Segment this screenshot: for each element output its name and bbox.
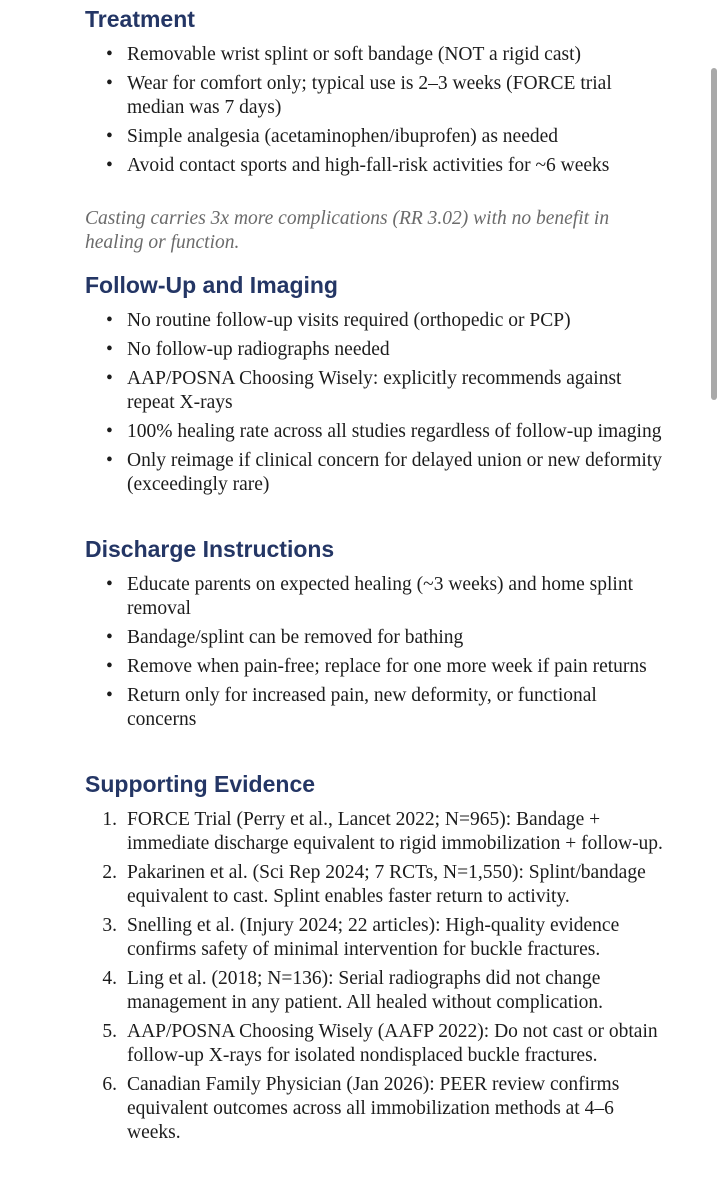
bullet-icon: • [106, 450, 113, 471]
list-item-text: Ling et al. (2018; N=136): Serial radiographs did not change management in any patient. All healed without complication. [127, 968, 603, 1013]
list-number: 4. [102, 968, 117, 989]
list-item [104, 72, 664, 120]
scrollbar-thumb[interactable] [711, 68, 717, 400]
bullet-icon: • [106, 421, 113, 442]
list-item-text: Removable wrist splint or soft bandage (NOT a rigid cast) [127, 44, 581, 65]
evidence-list [104, 808, 664, 1150]
bullet-icon: • [106, 368, 113, 389]
list-item [104, 420, 664, 444]
list-number: 2. [102, 862, 117, 883]
section-heading-discharge: Discharge Instructions [85, 536, 335, 562]
list-item-text: Bandage/splint can be removed for bathing [127, 627, 464, 648]
list-number: 1. [102, 809, 117, 830]
bullet-icon: • [106, 574, 113, 595]
list-item-text: No routine follow-up visits required (orthopedic or PCP) [127, 310, 571, 331]
list-item-text: Simple analgesia (acetaminophen/ibuprofen) as needed [127, 126, 558, 147]
list-item-text: Only reimage if clinical concern for delayed union or new deformity (exceedingly rare) [127, 450, 662, 495]
list-item-text: Pakarinen et al. (Sci Rep 2024; 7 RCTs, N=1,550): Splint/bandage equivalent to cast. Splint enables faster return to activity. [127, 862, 646, 907]
list-number: 3. [102, 915, 117, 936]
list-item [104, 338, 664, 362]
bullet-icon: • [106, 73, 113, 94]
list-item [104, 449, 664, 497]
section-heading-evidence: Supporting Evidence [85, 771, 316, 797]
list-item [104, 367, 664, 415]
list-item-text: No follow-up radiographs needed [127, 339, 390, 360]
bullet-icon: • [106, 685, 113, 706]
list-item [104, 808, 664, 856]
list-item [104, 1073, 664, 1145]
list-item [104, 154, 664, 178]
list-item-text: Return only for increased pain, new deformity, or functional concerns [127, 685, 597, 730]
treatment-list [104, 43, 664, 183]
list-item-text: Educate parents on expected healing (~3 weeks) and home splint removal [127, 574, 634, 619]
casting-note: Casting carries 3x more complications (RR 3.02) with no benefit in healing or function. [85, 208, 610, 253]
bullet-icon: • [106, 44, 113, 65]
bullet-icon: • [106, 310, 113, 331]
list-item [104, 914, 664, 962]
list-number: 6. [102, 1074, 117, 1095]
bullet-icon: • [106, 155, 113, 176]
list-item-text: AAP/POSNA Choosing Wisely: explicitly recommends against repeat X-rays [127, 368, 622, 413]
list-item [104, 861, 664, 909]
bullet-icon: • [106, 656, 113, 677]
list-item-text: Remove when pain-free; replace for one more week if pain returns [127, 656, 647, 677]
list-number: 5. [102, 1021, 117, 1042]
list-item [104, 1020, 664, 1068]
list-item [104, 125, 664, 149]
list-item [104, 967, 664, 1015]
list-item [104, 43, 664, 67]
section-heading-follow-up: Follow-Up and Imaging [85, 272, 338, 298]
list-item [104, 655, 664, 679]
bullet-icon: • [106, 627, 113, 648]
list-item [104, 309, 664, 333]
follow-up-list [104, 309, 664, 502]
list-item [104, 684, 664, 732]
discharge-list [104, 573, 664, 737]
list-item-text: FORCE Trial (Perry et al., Lancet 2022; N=965): Bandage + immediate discharge equivalent to rigid immobilization + follow-up. [127, 809, 663, 854]
list-item-text: Canadian Family Physician (Jan 2026): PEER review confirms equivalent outcomes across all immobilization methods at 4–6 weeks. [127, 1074, 620, 1143]
bullet-icon: • [106, 339, 113, 360]
section-heading-treatment: Treatment [85, 6, 195, 32]
list-item-text: 100% healing rate across all studies regardless of follow-up imaging [127, 421, 662, 442]
list-item [104, 626, 664, 650]
list-item-text: Wear for comfort only; typical use is 2–3 weeks (FORCE trial median was 7 days) [127, 73, 612, 118]
list-item [104, 573, 664, 621]
bullet-icon: • [106, 126, 113, 147]
list-item-text: Snelling et al. (Injury 2024; 22 articles): High-quality evidence confirms safety of minimal intervention for buckle fractures. [127, 915, 620, 960]
list-item-text: AAP/POSNA Choosing Wisely (AAFP 2022): Do not cast or obtain follow-up X-rays for isolated nondisplaced buckle fractures. [127, 1021, 658, 1066]
list-item-text: Avoid contact sports and high-fall-risk activities for ~6 weeks [127, 155, 610, 176]
